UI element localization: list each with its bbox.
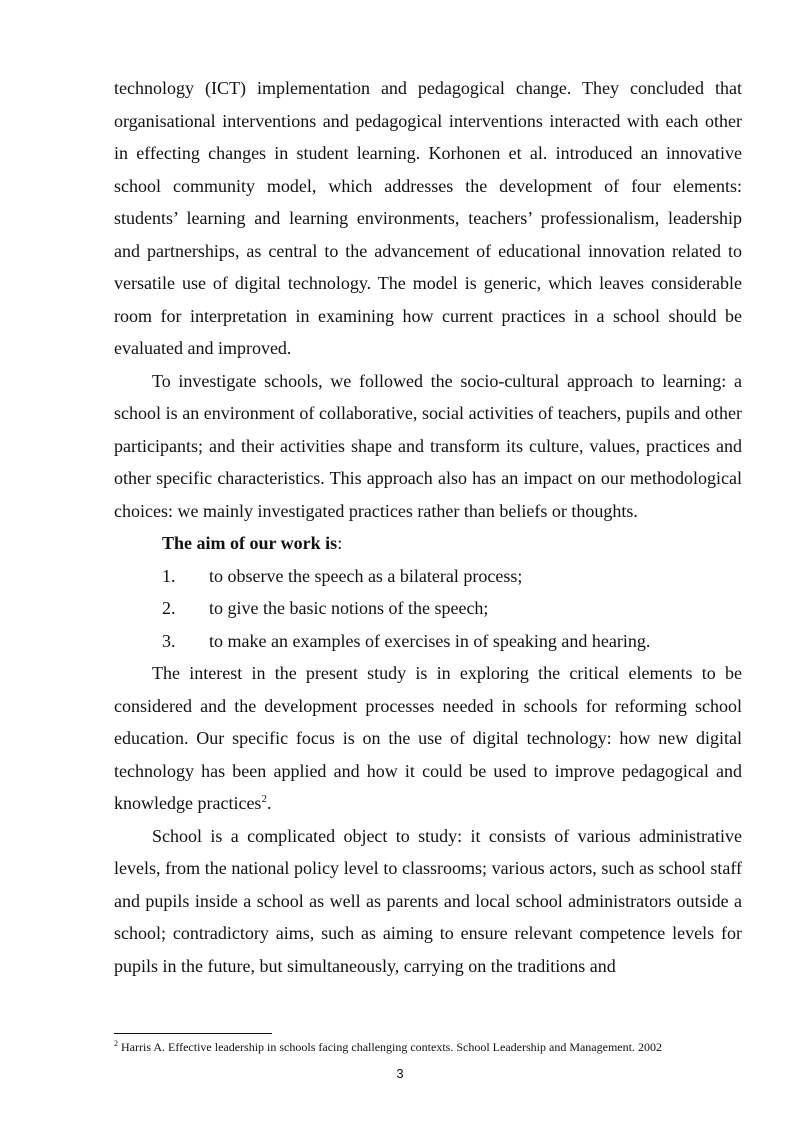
paragraph-3-text: The interest in the present study is in exploring the critical elements to be considered and the development processes needed in schools for reforming school education. Our specific focus is on the use of digital technology: how new digital technology has been applied and how it could be used to improve pedagogical and knowledge practices <box>114 663 742 813</box>
body-text <box>114 72 742 982</box>
paragraph-3 <box>114 657 742 820</box>
paragraph-3-period: . <box>266 793 272 813</box>
footnote-marker: 2 <box>114 1039 118 1048</box>
aim-text: to make an examples of exercises in of speaking and hearing. <box>209 630 651 651</box>
page-number: 3 <box>396 1066 404 1081</box>
aim-text: to observe the speech as a bilateral process; <box>209 565 523 586</box>
aim-item-2 <box>114 592 742 625</box>
aim-number: 1. <box>162 565 176 586</box>
paragraph-1: technology (ICT) implementation and pedagogical change. They concluded that organisational interventions and pedagogical interventions interacted with each other in effecting changes in student learning. Korhonen et al. introduced an innovative school community model, which addresses the development of four elements: students’ learning and learning environments, teachers’ professionalism, leadership and partnerships, as central to the advancement of educational innovation related to versatile use of digital technology. The model is generic, which leaves considerable room for interpretation in examining how current practices in a school should be evaluated and improved. <box>114 78 742 358</box>
aim-heading-colon: : <box>337 533 343 553</box>
aim-heading: The aim of our work is <box>162 533 338 553</box>
footnote <box>114 1039 754 1055</box>
footnote-text: Harris A. Effective leadership in schools facing challenging contexts. School Leadership and Management. 2002 <box>118 1040 662 1054</box>
paragraph-4: School is a complicated object to study: it consists of various administrative levels, from the national policy level to classrooms; various actors, such as school staff and pupils inside a school as well as parents and local school administrators outside a school; contradictory aims, such as aiming to ensure relevant competence levels for pupils in the future, but simultaneously, carrying on the traditions and <box>114 825 742 976</box>
footnote-separator <box>114 1033 272 1034</box>
aims-list <box>114 560 742 658</box>
aim-number: 3. <box>162 630 176 651</box>
aim-item-1 <box>114 560 742 593</box>
aim-number: 2. <box>162 598 176 618</box>
footnote-reference[interactable]: 2 <box>261 793 267 805</box>
aim-heading-line <box>114 527 742 560</box>
paragraph-2: To investigate schools, we followed the socio-cultural approach to learning: a school is an environment of collaborative, social activities of teachers, pupils and other participants; and their activities shape and transform its culture, values, practices and other specific characteristics. This approach also has an impact on our methodological choices: we mainly investigated practices rather than beliefs or thoughts. <box>114 370 742 521</box>
aim-text: to give the basic notions of the speech; <box>209 598 489 618</box>
aim-item-3 <box>114 625 742 658</box>
